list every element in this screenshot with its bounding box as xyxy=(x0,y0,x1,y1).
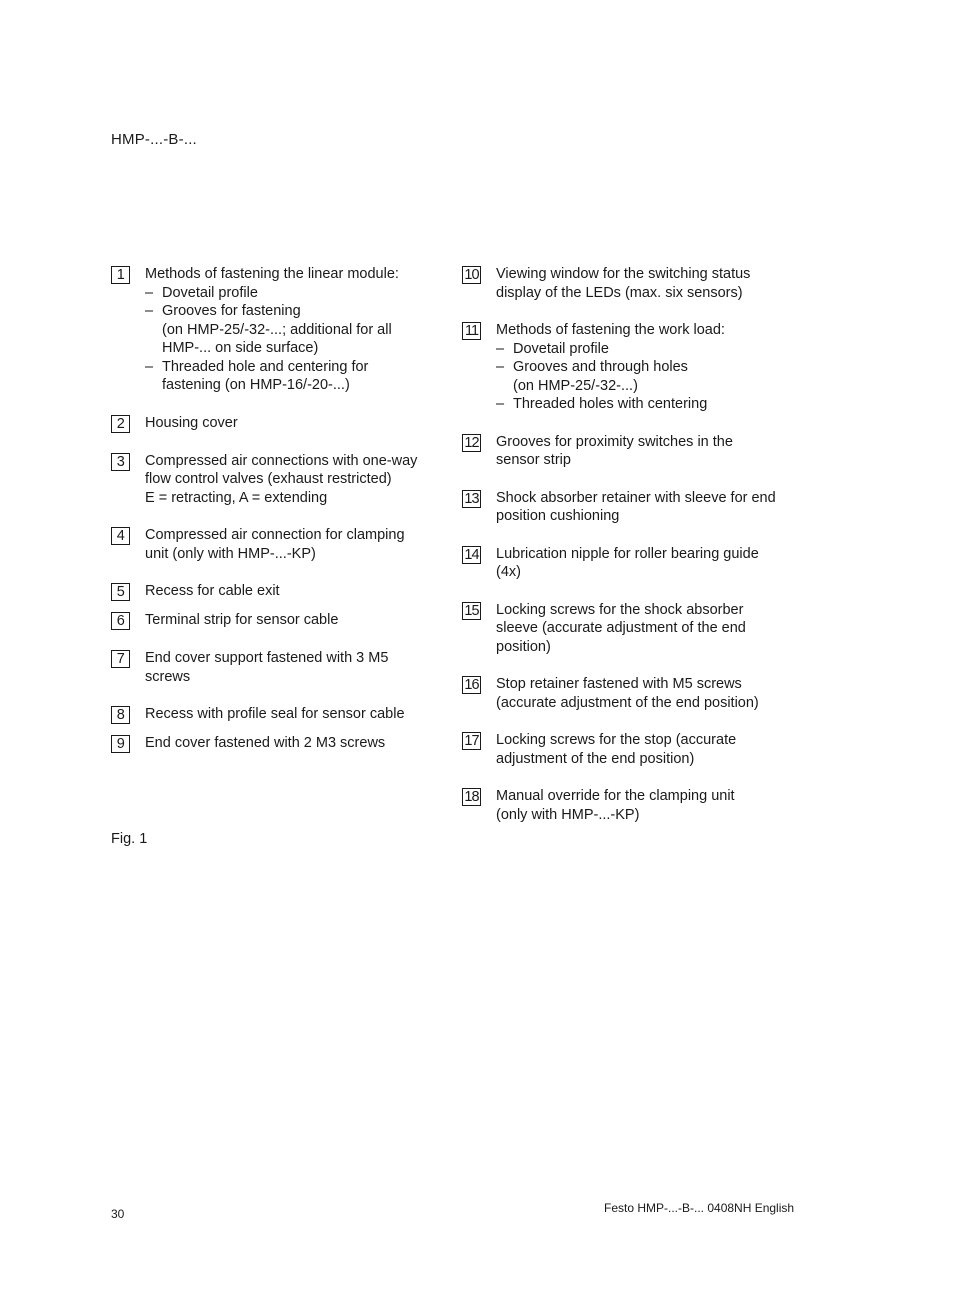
text-line: (on HMP-25/-32-...) xyxy=(513,377,638,394)
figure-caption: Fig. 1 xyxy=(111,831,148,847)
legend-item-1 xyxy=(111,265,446,395)
text-line: sensor strip xyxy=(496,452,571,468)
text-line: Stop retainer fastened with M5 screws xyxy=(496,676,742,692)
item-number-box: 5 xyxy=(111,583,130,601)
text-line: unit (only with HMP-...-KP) xyxy=(145,545,316,562)
item-text xyxy=(145,526,405,563)
page-number: 30 xyxy=(111,1207,125,1221)
item-heading: Methods of fastening the work load: xyxy=(496,322,725,338)
legend-item-5 xyxy=(111,582,446,601)
footer-text: Festo HMP-...-B-... 0408NH English xyxy=(604,1201,795,1215)
legend-item-9 xyxy=(111,734,446,753)
text-line: (on HMP-25/-32-...; additional for all xyxy=(162,321,392,338)
legend-item-13 xyxy=(462,489,802,526)
text-line: Dovetail profile xyxy=(513,340,609,357)
dash-bullet: – xyxy=(496,340,505,357)
text-line: End cover support fastened with 3 M5 xyxy=(145,650,389,666)
item-text xyxy=(145,582,280,601)
item-number-box: 17 xyxy=(462,732,481,750)
item-number-box: 7 xyxy=(111,650,130,668)
text-line: Compressed air connections with one-way xyxy=(145,452,418,469)
text-line: Terminal strip for sensor cable xyxy=(145,612,339,628)
item-text xyxy=(145,414,238,433)
legend-item-16 xyxy=(462,675,802,712)
item-heading: Methods of fastening the linear module: xyxy=(145,266,399,282)
text-line: screws xyxy=(145,668,191,685)
text-line: position) xyxy=(496,638,551,655)
text-line: Shock absorber retainer with sleeve for end xyxy=(496,489,776,506)
item-text xyxy=(145,452,417,508)
sub-list xyxy=(145,284,399,395)
text-line: Lubrication nipple for roller bearing guide xyxy=(496,545,759,562)
item-text xyxy=(496,675,759,712)
text-line: Recess with profile seal for sensor cable xyxy=(145,706,405,722)
text-line: Threaded hole and centering for xyxy=(162,358,369,375)
text-line: (4x) xyxy=(496,564,521,580)
item-number-box: 15 xyxy=(462,602,481,620)
legend-item-14 xyxy=(462,545,802,582)
item-number-box: 1 xyxy=(111,266,130,284)
text-line: adjustment of the end position) xyxy=(496,750,695,767)
item-text xyxy=(145,705,405,724)
item-text xyxy=(496,787,735,824)
legend-item-7 xyxy=(111,649,446,686)
legend-column-left xyxy=(111,265,446,753)
item-text xyxy=(145,734,385,753)
text-line: Compressed air connection for clamping xyxy=(145,527,405,543)
legend-item-3 xyxy=(111,452,446,508)
sub-list xyxy=(496,340,725,414)
item-text xyxy=(496,321,725,414)
text-line: Grooves for proximity switches in the xyxy=(496,433,733,450)
text-line: Viewing window for the switching status xyxy=(496,266,751,282)
text-line: sleeve (accurate adjustment of the end xyxy=(496,620,746,636)
text-line: fastening (on HMP-16/-20-...) xyxy=(162,377,350,393)
text-line: (only with HMP-...-KP) xyxy=(496,806,640,823)
item-number-box: 2 xyxy=(111,415,130,433)
item-text xyxy=(145,649,388,686)
legend-item-10 xyxy=(462,265,802,302)
item-number-box: 8 xyxy=(111,706,130,724)
legend-column-right xyxy=(462,265,802,824)
item-text xyxy=(496,731,736,768)
text-line: display of the LEDs (max. six sensors) xyxy=(496,284,743,301)
legend-item-11 xyxy=(462,321,802,414)
dash-bullet: – xyxy=(145,284,154,301)
sub-list-item xyxy=(496,340,725,359)
item-text xyxy=(496,489,776,526)
text-line: Recess for cable exit xyxy=(145,583,280,599)
text-line: Locking screws for the stop (accurate xyxy=(496,732,737,748)
dash-bullet: – xyxy=(496,396,505,412)
item-number-box: 18 xyxy=(462,788,481,806)
text-line: Manual override for the clamping unit xyxy=(496,788,735,804)
legend-item-2 xyxy=(111,414,446,433)
sub-list-item xyxy=(145,358,399,395)
text-line: flow control valves (exhaust restricted) xyxy=(145,471,392,487)
dash-bullet: – xyxy=(145,358,154,375)
legend-item-15 xyxy=(462,601,802,657)
legend-item-17 xyxy=(462,731,802,768)
legend-item-6 xyxy=(111,611,446,630)
sub-list-item xyxy=(145,284,399,303)
sub-list-item xyxy=(145,302,399,358)
item-number-box: 9 xyxy=(111,735,130,753)
legend-item-8 xyxy=(111,705,446,724)
page-header: HMP-...-B-... xyxy=(111,131,197,148)
item-number-box: 6 xyxy=(111,612,130,630)
text-line: Grooves and through holes xyxy=(513,359,688,375)
text-line: Locking screws for the shock absorber xyxy=(496,601,744,618)
text-line: End cover fastened with 2 M3 screws xyxy=(145,735,386,751)
dash-bullet: – xyxy=(145,303,154,319)
text-line: Threaded holes with centering xyxy=(513,396,708,412)
item-number-box: 14 xyxy=(462,546,481,564)
item-text xyxy=(145,265,399,395)
item-number-box: 11 xyxy=(462,322,481,340)
item-text xyxy=(145,611,338,630)
item-text xyxy=(496,433,733,470)
legend-item-12 xyxy=(462,433,802,470)
dash-bullet: – xyxy=(496,359,505,375)
sub-list-item xyxy=(496,395,725,414)
text-line: (accurate adjustment of the end position) xyxy=(496,694,759,711)
item-number-box: 3 xyxy=(111,453,130,471)
item-number-box: 4 xyxy=(111,527,130,545)
item-number-box: 12 xyxy=(462,434,481,452)
legend-item-18 xyxy=(462,787,802,824)
text-line: position cushioning xyxy=(496,508,620,524)
item-text xyxy=(496,545,759,582)
item-number-box: 13 xyxy=(462,490,481,508)
item-number-box: 16 xyxy=(462,676,481,694)
item-text xyxy=(496,265,750,302)
text-line: E = retracting, A = extending xyxy=(145,489,328,506)
text-line: HMP-... on side surface) xyxy=(162,340,319,356)
sub-list-item xyxy=(496,358,725,395)
text-line: Housing cover xyxy=(145,414,238,431)
item-text xyxy=(496,601,746,657)
legend-item-4 xyxy=(111,526,446,563)
item-number-box: 10 xyxy=(462,266,481,284)
text-line: Grooves for fastening xyxy=(162,303,301,319)
text-line: Dovetail profile xyxy=(162,284,258,301)
